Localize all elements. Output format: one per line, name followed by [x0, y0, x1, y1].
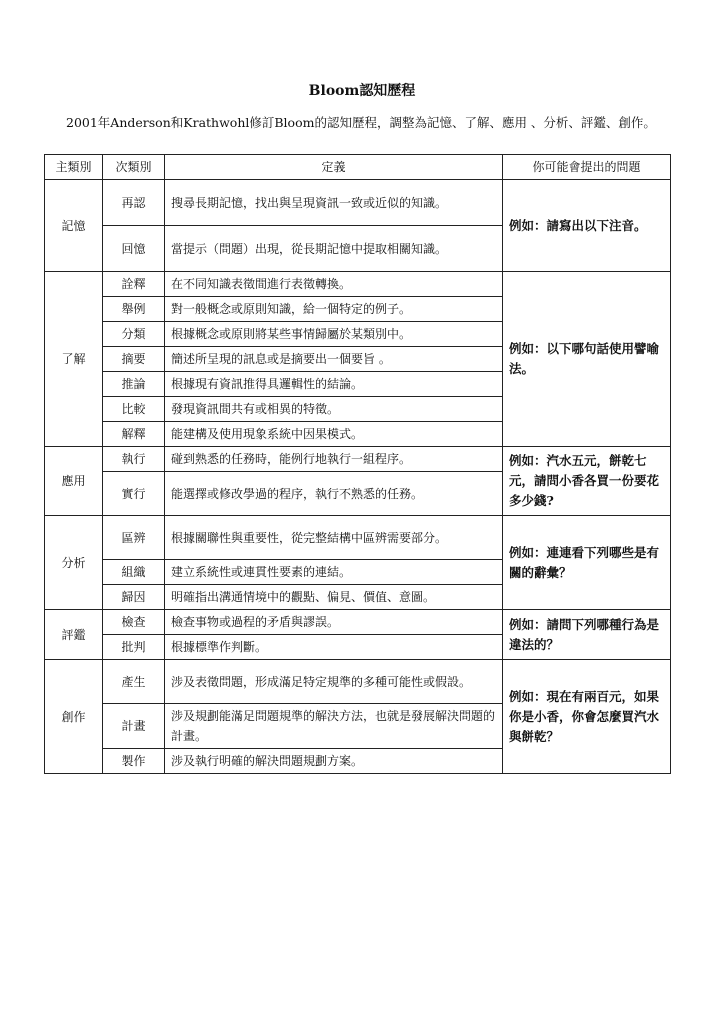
- question-cell: 例如：以下哪句話使用譬喻法。: [503, 272, 671, 447]
- page-title: Bloom認知歷程: [308, 83, 416, 99]
- definition-cell: 根據概念或原則將某些事情歸屬於某類別中。: [165, 322, 503, 347]
- main-category-cell: 分析: [45, 516, 103, 610]
- definition-cell: 能選擇或修改學過的程序，執行不熟悉的任務。: [165, 472, 503, 516]
- sub-category-cell: 計畫: [103, 704, 165, 749]
- definition-cell: 發現資訊間共有或相異的特徵。: [165, 397, 503, 422]
- definition-cell: 能建構及使用現象系統中因果模式。: [165, 422, 503, 447]
- main-category-cell: 創作: [45, 660, 103, 774]
- main-category-cell: 應用: [45, 447, 103, 516]
- table-body: [45, 180, 671, 774]
- definition-cell: 簡述所呈現的訊息或是摘要出一個要旨 。: [165, 347, 503, 372]
- definition-cell: 當提示（問題）出現，從長期記憶中提取相關知識。: [165, 226, 503, 272]
- definition-cell: 碰到熟悉的任務時，能例行地執行一組程序。: [165, 447, 503, 472]
- sub-category-cell: 舉例: [103, 297, 165, 322]
- question-cell: 例如：現在有兩百元，如果你是小香，你會怎麼買汽水與餅乾？: [503, 660, 671, 774]
- sub-category-cell: 執行: [103, 447, 165, 472]
- sub-category-cell: 產生: [103, 660, 165, 704]
- definition-cell: 涉及執行明確的解決問題規劃方案。: [165, 749, 503, 774]
- header-sub-category: 次類別: [103, 155, 165, 180]
- header-question: 你可能會提出的問題: [503, 155, 671, 180]
- table-row: [45, 447, 671, 472]
- definition-cell: 涉及表徵問題，形成滿足特定規準的多種可能性或假設。: [165, 660, 503, 704]
- question-cell: 例如：連連看下列哪些是有關的辭彙？: [503, 516, 671, 610]
- sub-category-cell: 組織: [103, 560, 165, 585]
- sub-category-cell: 檢查: [103, 610, 165, 635]
- intro-paragraph: 2001年Anderson和Krathwohl修訂Bloom的認知歷程，調整為記憶、了解、應用 、分析、評鑑、創作。: [66, 115, 656, 130]
- definition-cell: 根據關聯性與重要性，從完整結構中區辨需要部分。: [165, 516, 503, 560]
- sub-category-cell: 歸因: [103, 585, 165, 610]
- definition-cell: 檢查事物或過程的矛盾與謬誤。: [165, 610, 503, 635]
- sub-category-cell: 製作: [103, 749, 165, 774]
- definition-cell: 涉及規劃能滿足問題規準的解決方法，也就是發展解決問題的計畫。: [165, 704, 503, 749]
- definition-cell: 建立系統性或連貫性要素的連結。: [165, 560, 503, 585]
- definition-cell: 對一般概念或原則知識，給一個特定的例子。: [165, 297, 503, 322]
- question-cell: 例如：汽水五元，餅乾七元，請問小香各買一份要花多少錢?: [503, 447, 671, 516]
- main-category-cell: 評鑑: [45, 610, 103, 660]
- sub-category-cell: 實行: [103, 472, 165, 516]
- table-row: [45, 660, 671, 704]
- definition-cell: 根據現有資訊推得具邏輯性的結論。: [165, 372, 503, 397]
- definition-cell: 根據標準作判斷。: [165, 635, 503, 660]
- sub-category-cell: 詮釋: [103, 272, 165, 297]
- sub-category-cell: 比較: [103, 397, 165, 422]
- header-main-category: 主類別: [45, 155, 103, 180]
- table-row: [45, 516, 671, 560]
- sub-category-cell: 批判: [103, 635, 165, 660]
- sub-category-cell: 解釋: [103, 422, 165, 447]
- sub-category-cell: 推論: [103, 372, 165, 397]
- table-header-row: [45, 155, 671, 180]
- definition-cell: 搜尋長期記憶，找出與呈現資訊一致或近似的知識。: [165, 180, 503, 226]
- table-row: [45, 180, 671, 226]
- main-category-cell: 了解: [45, 272, 103, 447]
- question-cell: 例如：請問下列哪種行為是違法的？: [503, 610, 671, 660]
- sub-category-cell: 再認: [103, 180, 165, 226]
- bloom-table: [44, 154, 671, 774]
- table-row: [45, 610, 671, 635]
- header-definition: 定義: [165, 155, 503, 180]
- question-cell: 例如：請寫出以下注音。: [503, 180, 671, 272]
- sub-category-cell: 分類: [103, 322, 165, 347]
- sub-category-cell: 回憶: [103, 226, 165, 272]
- sub-category-cell: 區辨: [103, 516, 165, 560]
- sub-category-cell: 摘要: [103, 347, 165, 372]
- main-category-cell: 記憶: [45, 180, 103, 272]
- definition-cell: 在不同知識表徵間進行表徵轉換。: [165, 272, 503, 297]
- table-row: [45, 272, 671, 297]
- definition-cell: 明確指出溝通情境中的觀點、偏見、價值、意圖。: [165, 585, 503, 610]
